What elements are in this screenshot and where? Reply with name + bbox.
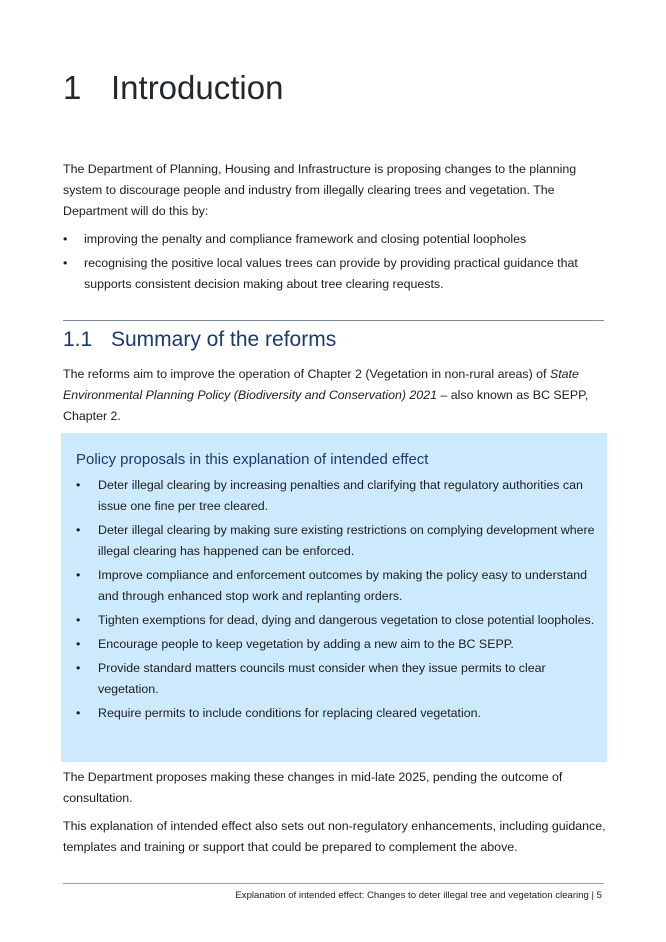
callout-bullet: • Deter illegal clearing by increasing penalties and clarifying that regulatory authorities can issue one fine per tree cleared.: [76, 475, 596, 517]
callout-bullet-list: [76, 475, 596, 727]
callout-title: Policy proposals in this explanation of intended effect: [76, 451, 429, 468]
closing-paragraph: This explanation of intended effect also sets out non-regulatory enhancements, including guidance, templates and training or support that could be prepared to complement the above.: [63, 819, 606, 854]
intro-bullet: • improving the penalty and compliance framework and closing potential loopholes: [63, 229, 611, 250]
summary-text-end: – also known as BC SEPP, Chapter 2.: [63, 387, 589, 423]
summary-text-start: The reforms aim to improve the operation of Chapter 2 (Vegetation in non-rural areas) of: [63, 367, 547, 381]
section-title: Summary of the reforms: [111, 328, 337, 351]
callout-bullet: • Deter illegal clearing by making sure existing restrictions on complying development where illegal clearing has happened can be enforced.: [76, 520, 596, 562]
section-heading: [63, 325, 336, 355]
callout-bullet: • Encourage people to keep vegetation by adding a new aim to the BC SEPP.: [76, 634, 596, 655]
chapter-heading: [63, 66, 283, 110]
section-number: 1.1: [63, 328, 93, 351]
summary-policy-name: State Environmental Planning Policy (Biodiversity and Conservation) 2021: [63, 367, 579, 402]
callout-bullet: • Require permits to include conditions for replacing cleared vegetation.: [76, 703, 596, 724]
footer-divider: [63, 883, 604, 884]
chapter-number: 1: [63, 69, 82, 106]
chapter-title: Introduction: [111, 69, 284, 106]
callout-bullet: • Provide standard matters councils must consider when they issue permits to clear vegetation.: [76, 658, 596, 700]
page-footer: Explanation of intended effect: Changes to deter illegal tree and vegetation clearing | 5: [235, 890, 602, 901]
section-divider: [63, 320, 604, 321]
callout-bullet: • Tighten exemptions for dead, dying and dangerous vegetation to close potential loopholes.: [76, 610, 596, 631]
intro-bullet: • recognising the positive local values trees can provide by providing practical guidance that supports consistent decision making about tree clearing requests.: [63, 253, 611, 295]
closing-paragraph: The Department proposes making these changes in mid-late 2025, pending the outcome of consultation.: [63, 770, 563, 805]
intro-paragraph: The Department of Planning, Housing and Infrastructure is proposing changes to the planning system to discourage people and industry from illegally clearing trees and vegetation. The Department will do this by:: [63, 162, 577, 218]
summary-paragraph: [63, 364, 611, 426]
intro-bullet-list: [63, 229, 611, 298]
callout-bullet: • Improve compliance and enforcement outcomes by making the policy easy to understand and through enhanced stop work and replanting orders.: [76, 565, 596, 607]
